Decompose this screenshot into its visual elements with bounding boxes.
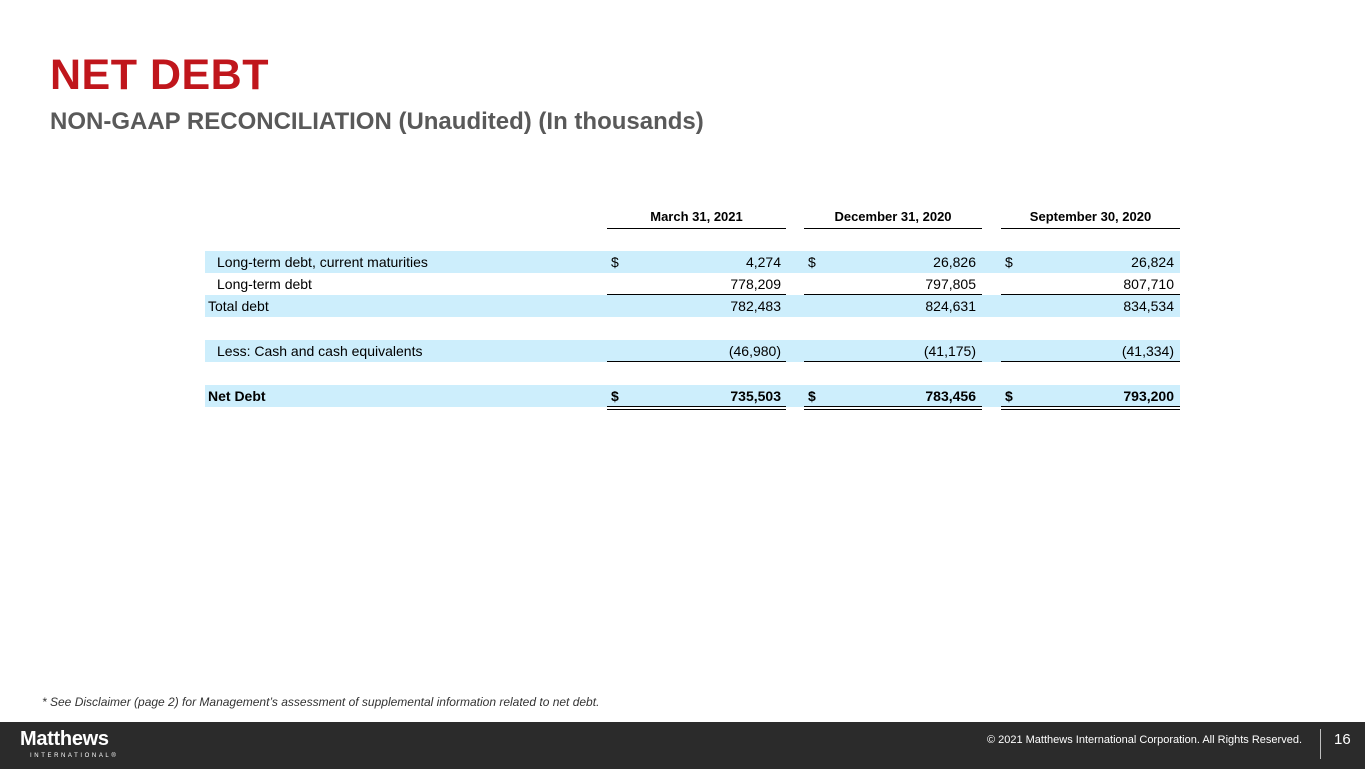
cell-value: 824,631 bbox=[925, 298, 976, 314]
subtotal-underline bbox=[607, 361, 786, 362]
cell-value: 26,824 bbox=[1131, 254, 1174, 270]
currency-symbol: $ bbox=[1005, 388, 1013, 404]
total-double-underline bbox=[1001, 406, 1180, 407]
column-header-mar-2021: March 31, 2021 bbox=[650, 209, 743, 224]
cell-value: (46,980) bbox=[728, 343, 781, 359]
table-row bbox=[205, 295, 1180, 317]
currency-symbol: $ bbox=[1005, 254, 1013, 270]
total-double-underline bbox=[607, 409, 786, 410]
cell-value: 26,826 bbox=[933, 254, 976, 270]
copyright-notice: © 2021 Matthews International Corporation. All Rights Reserved. bbox=[986, 734, 1302, 746]
footnote: * See Disclaimer (page 2) for Management’s assessment of supplemental information related to net debt. bbox=[42, 695, 600, 709]
column-header-rule bbox=[607, 228, 786, 229]
cell-value: 793,200 bbox=[1123, 388, 1174, 404]
slide-title: NET DEBT bbox=[50, 51, 269, 99]
cell-value: (41,175) bbox=[923, 343, 976, 359]
total-double-underline bbox=[607, 406, 786, 407]
currency-symbol: $ bbox=[611, 254, 619, 270]
currency-symbol: $ bbox=[611, 388, 619, 404]
column-header-sep-2020: September 30, 2020 bbox=[1029, 209, 1152, 224]
page-number: 16 bbox=[1334, 731, 1351, 748]
cell-value: 807,710 bbox=[1123, 276, 1174, 292]
footer-divider bbox=[1320, 729, 1321, 759]
subtotal-underline bbox=[1001, 361, 1180, 362]
company-logo: Matthews bbox=[20, 728, 109, 750]
column-header-rule bbox=[804, 228, 982, 229]
table-row-total bbox=[205, 385, 1180, 407]
currency-symbol: $ bbox=[808, 388, 816, 404]
cell-value: 783,456 bbox=[925, 388, 976, 404]
row-label: Total debt bbox=[208, 298, 269, 314]
column-header-rule bbox=[1001, 228, 1180, 229]
cell-value: (41,334) bbox=[1121, 343, 1174, 359]
cell-value: 735,503 bbox=[730, 388, 781, 404]
cell-value: 797,805 bbox=[925, 276, 976, 292]
company-logo-subtitle: INTERNATIONAL® bbox=[30, 753, 119, 759]
subtotal-underline bbox=[804, 361, 982, 362]
row-label: Long-term debt bbox=[217, 276, 312, 292]
cell-value: 778,209 bbox=[730, 276, 781, 292]
cell-value: 782,483 bbox=[730, 298, 781, 314]
cell-value: 4,274 bbox=[745, 254, 781, 270]
slide-subtitle: NON-GAAP RECONCILIATION (Unaudited) (In thousands) bbox=[50, 108, 704, 135]
row-label: Long-term debt, current maturities bbox=[217, 254, 428, 270]
cell-value: 834,534 bbox=[1123, 298, 1174, 314]
row-label: Net Debt bbox=[208, 388, 266, 404]
currency-symbol: $ bbox=[808, 254, 816, 270]
total-double-underline bbox=[804, 409, 982, 410]
row-label: Less: Cash and cash equivalents bbox=[217, 343, 423, 359]
total-double-underline bbox=[1001, 409, 1180, 410]
table-row bbox=[205, 340, 1180, 362]
total-double-underline bbox=[804, 406, 982, 407]
table-row bbox=[205, 273, 1180, 295]
column-header-dec-2020: December 31, 2020 bbox=[834, 209, 952, 224]
table-row bbox=[205, 251, 1180, 273]
footer-bar bbox=[0, 722, 1365, 769]
